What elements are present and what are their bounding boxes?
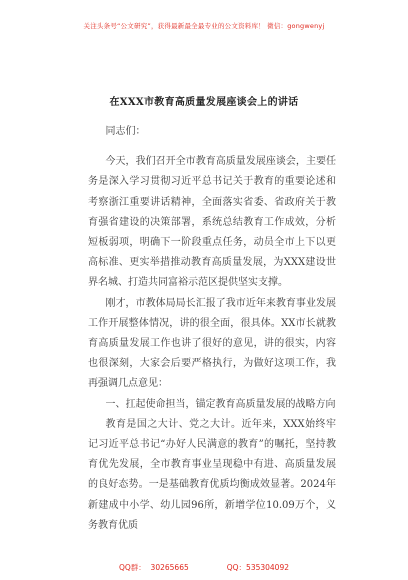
paragraph-section-one: 教育是国之大计、党之大计。近年来，XXX始终牢记习近平总书记“办好人民满意的教育”的嘱托，坚持教育优先发展，全市教育事业呈现稳中有进、高质量发展的良好态势。一是基础教育优质均衡成效显著。2024年新建成中小学、幼儿园96所，新增学位10.09万个，义务教育优质 [88,418,336,531]
document-body [88,122,336,536]
document-title: 在XXX市教育高质量发展座谈会上的讲话 [109,97,299,108]
header-banner: 关注头条号“公文研究”，获得最新最全最专业的公文资料库！ 微信：gongwenyj [83,22,325,30]
footer-contact [0,562,408,573]
section-heading: 一、扛起使命担当，锚定教育高质量发展的战略方向 [105,398,336,410]
footer-qq-group: QQ群： 30265665 [118,563,189,572]
footer-qq: QQ：535304092 [226,563,289,572]
paragraph-report: 刚才，市教体局局长汇报了我市近年来教育事业发展工作开展整体情况，讲的很全面，很具体。XX市长就教育高质量发展工作也讲了很好的意见，讲的很实，内容也很深刻，大家会后要严格执行，为做好这项工作，我再强调几点意见： [88,297,336,390]
paragraph-opening: 今天，我们召开全市教育高质量发展座谈会，主要任务是深入学习贯彻习近平总书记关于教育的重要论述和考察浙江重要讲话精神，全面落实省委、省政府关于教育强省建设的决策部署，系统总结教育工作成效，分析短板弱项，明确下一阶段重点任务，动员全市上下以更高标准、更实举措推动教育高质量发展，为XXX建设世界名城、打造共同富裕示范区提供坚实支撑。 [88,156,336,289]
salutation: 同志们： [105,126,146,137]
